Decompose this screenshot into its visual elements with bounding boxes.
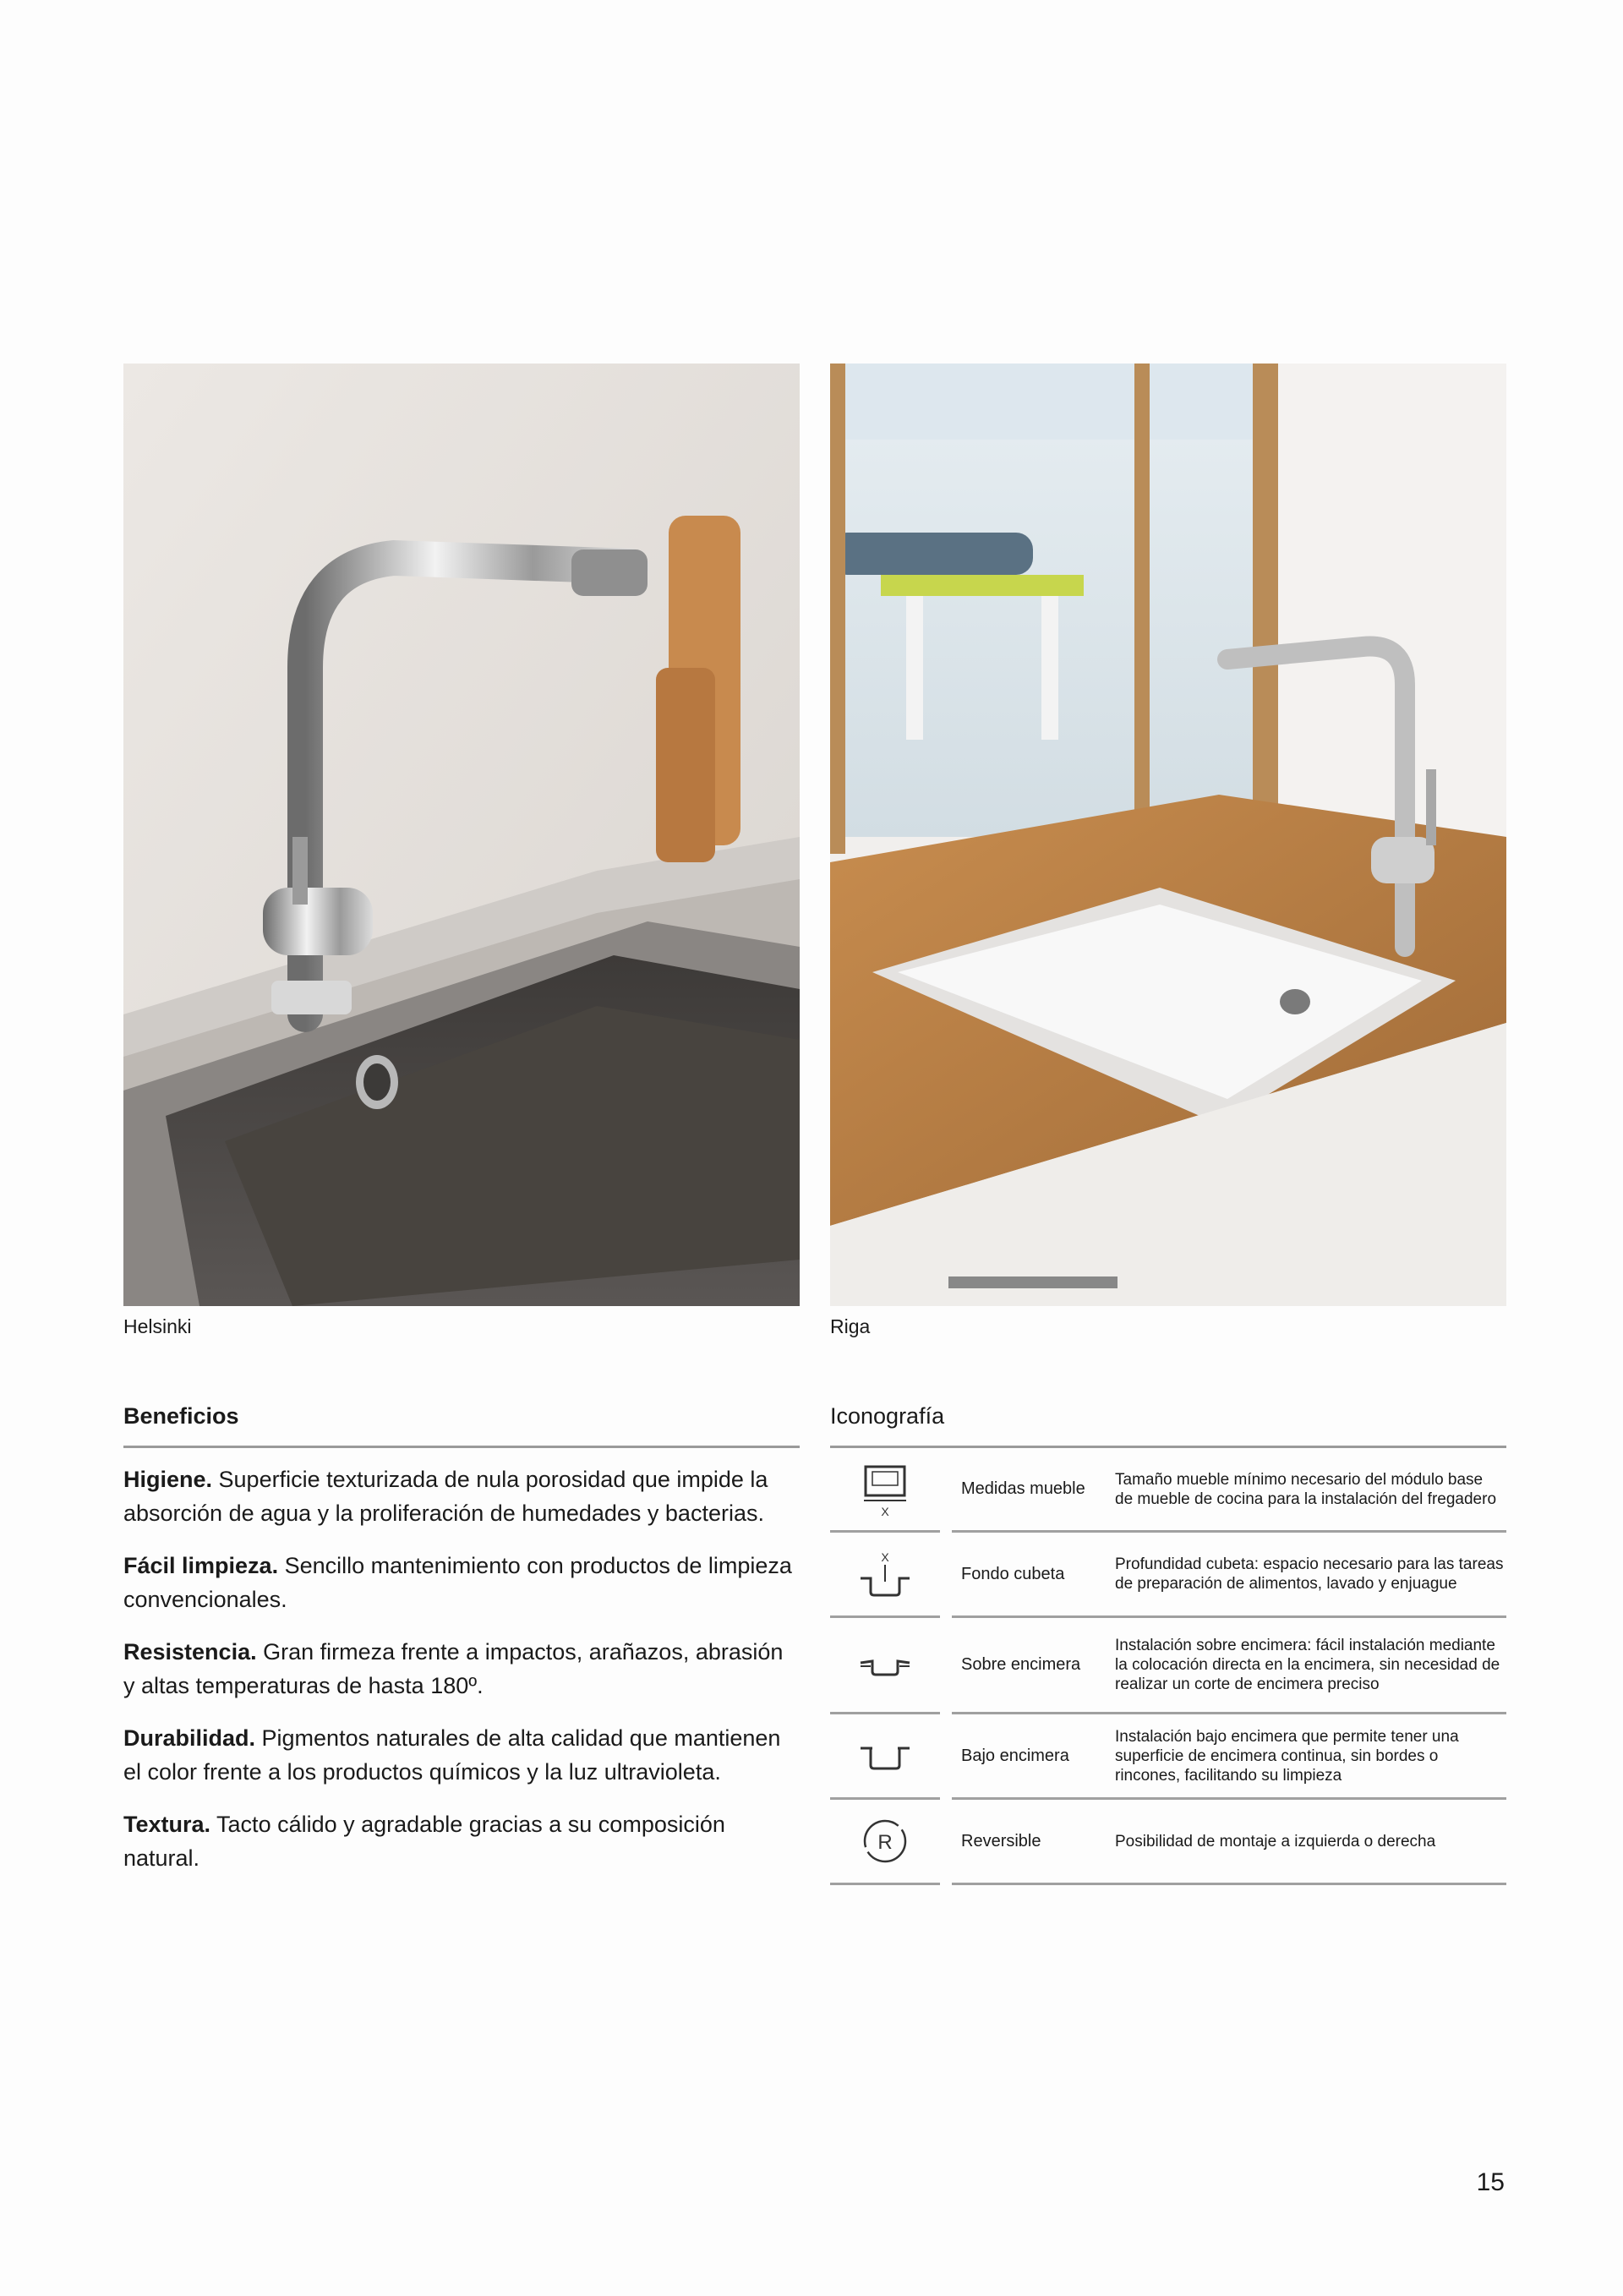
helsinki-photo xyxy=(123,364,800,1306)
icon-label: Reversible xyxy=(961,1831,1041,1850)
benefit-item-hygiene xyxy=(123,1462,800,1530)
svg-text:R: R xyxy=(877,1831,893,1854)
benefit-text: Sencillo mantenimiento con productos de limpieza convencionales. xyxy=(123,1553,792,1612)
icon-row-depth xyxy=(830,1533,1506,1618)
icon-description: Profundidad cubeta: espacio necesario para las tareas de preparación de alimentos, lavado y enjuague xyxy=(1115,1555,1504,1593)
benefit-item-texture xyxy=(123,1807,800,1875)
icon-description: Instalación bajo encimera que permite tener una superficie de encimera continua, sin bordes o rincones, facilitando su limpieza xyxy=(1115,1727,1459,1785)
icon-label: Fondo cubeta xyxy=(961,1564,1065,1583)
icon-label: Bajo encimera xyxy=(961,1746,1069,1765)
benefit-term: Textura. xyxy=(123,1812,211,1837)
bowl-depth-icon xyxy=(830,1533,940,1615)
icon-row-topmount xyxy=(830,1618,1506,1714)
benefit-text: Tacto cálido y agradable gracias a su composición natural. xyxy=(123,1812,725,1871)
icon-row-cabinet xyxy=(830,1448,1506,1533)
benefit-term: Higiene. xyxy=(123,1467,213,1492)
benefits-divider xyxy=(123,1446,800,1448)
helsinki-caption: Helsinki xyxy=(123,1315,192,1337)
cabinet-size-icon xyxy=(830,1448,940,1530)
page-number: 15 xyxy=(1476,2168,1505,2196)
icon-description: Tamaño mueble mínimo necesario del módulo base de mueble de cocina para la instalación del fregadero xyxy=(1115,1470,1497,1508)
iconography-table xyxy=(830,1448,1506,1885)
benefits-title: Beneficios xyxy=(123,1403,239,1429)
reversible-icon xyxy=(830,1800,940,1883)
icon-label: Medidas mueble xyxy=(961,1479,1085,1498)
svg-text:X: X xyxy=(881,1504,889,1518)
benefit-term: Fácil limpieza. xyxy=(123,1553,279,1578)
benefit-text: Superficie texturizada de nula porosidad que impide la absorción de agua y la proliferación de humedades y bacterias. xyxy=(123,1467,768,1526)
benefit-item-resistance xyxy=(123,1635,800,1703)
benefit-item-cleaning xyxy=(123,1549,800,1616)
icon-description: Posibilidad de montaje a izquierda o derecha xyxy=(1115,1832,1436,1850)
riga-photo xyxy=(830,364,1506,1306)
top-mount-icon xyxy=(830,1618,940,1712)
icon-row-undermount xyxy=(830,1714,1506,1800)
svg-text:X: X xyxy=(881,1550,889,1564)
riga-caption: Riga xyxy=(830,1315,871,1337)
benefit-term: Durabilidad. xyxy=(123,1725,256,1751)
iconography-title: Iconografía xyxy=(830,1403,945,1429)
benefit-item-durability xyxy=(123,1721,800,1789)
benefit-text: Pigmentos naturales de alta calidad que mantienen el color frente a los productos químicos y la luz ultravioleta. xyxy=(123,1725,781,1785)
benefit-term: Resistencia. xyxy=(123,1639,257,1665)
benefits-list xyxy=(123,1462,800,1894)
undermount-icon xyxy=(830,1714,940,1797)
icon-label: Sobre encimera xyxy=(961,1655,1081,1674)
icon-description: Instalación sobre encimera: fácil instalación mediante la colocación directa en la encimera, sin necesidad de realizar un corte de encimera preciso xyxy=(1115,1637,1500,1693)
benefit-text: Gran firmeza frente a impactos, arañazos, abrasión y altas temperaturas de hasta 180º. xyxy=(123,1639,784,1698)
icon-row-reversible xyxy=(830,1800,1506,1885)
